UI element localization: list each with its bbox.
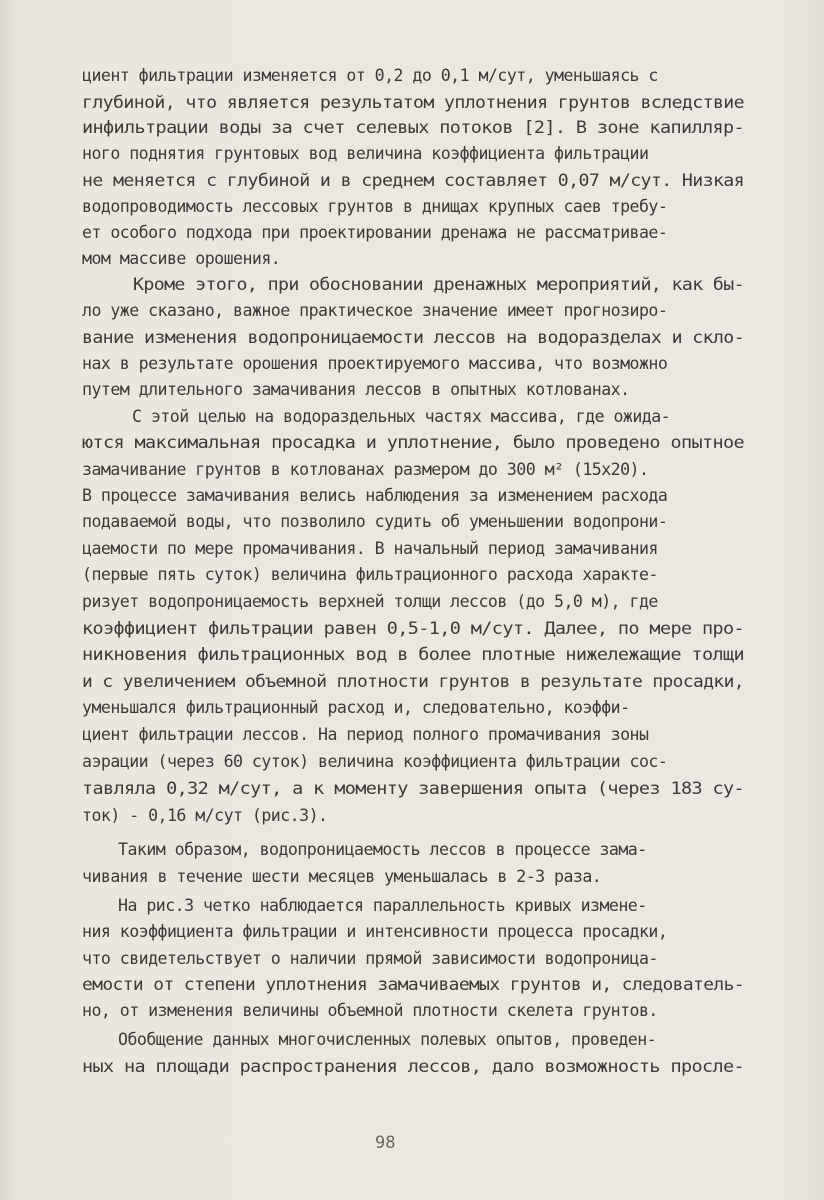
text-line: что свидетельствует о наличии прямой зависимости водопроница-: [82, 949, 658, 968]
text-line: ток) - 0,16 м/сут (рис.3).: [82, 806, 328, 825]
text-line: путем длительного замачивания лессов в опытных котлованах.: [82, 380, 630, 399]
text-line: нах в результате орошения проектируемого массива, что возможно: [82, 354, 668, 373]
text-line: цаемости по мере промачивания. В начальный период замачивания: [82, 539, 658, 558]
text-line: Таким образом, водопроницаемость лессов в процессе зама-: [118, 840, 647, 859]
text-line: ризует водопроницаемость верхней толщи лессов (до 5,0 м), где: [82, 592, 658, 611]
text-line: циент фильтрации лессов. На период полного промачивания зоны: [82, 725, 649, 744]
text-line: глубиной, что является результатом уплотнения грунтов вследствие: [82, 93, 745, 112]
text-line: ного поднятия грунтовых вод величина коэффициента фильтрации: [82, 144, 649, 163]
text-line: ются максимальная просадка и уплотнение, было проведено опытное: [82, 433, 745, 452]
text-line: подаваемой воды, что позволило судить об уменьшении водопрони-: [82, 512, 668, 531]
text-line: замачивание грунтов в котлованах размером до 300 м² (15х20).: [82, 460, 649, 479]
text-line: но, от изменения величины объемной плотности скелета грунтов.: [82, 1001, 658, 1020]
text-line: Обобщение данных многочисленных полевых опытов, проведен-: [118, 1030, 657, 1049]
text-line: На рис.3 четко наблюдается параллельность кривых измене-: [118, 896, 647, 915]
page-number: 98: [375, 1133, 396, 1153]
text-line: ных на площади распространения лессов, дало возможность просле-: [82, 1057, 745, 1076]
text-line: тавляла 0,32 м/сут, а к моменту завершения опыта (через 183 су-: [82, 779, 745, 798]
text-line: уменьшался фильтрационный расход и, следовательно, коэффи-: [82, 698, 630, 717]
text-line: емости от степени уплотнения замачиваемых грунтов и, следователь-: [82, 975, 744, 994]
text-line: и с увеличением объемной плотности грунтов в результате просадки,: [82, 672, 744, 691]
text-line: ния коэффициента фильтрации и интенсивности процесса просадки,: [82, 922, 668, 941]
text-line: водопроводимость лессовых грунтов в днищах крупных саев требу-: [82, 197, 668, 216]
text-line: циент фильтрации изменяется от 0,2 до 0,1 м/сут, уменьшаясь с: [82, 66, 658, 85]
text-line: ет особого подхода при проектировании дренажа не рассматривае-: [82, 223, 668, 242]
text-line: инфильтрации воды за счет селевых потоков [2]. В зоне капилляр-: [82, 118, 745, 137]
text-line: не меняется с глубиной и в среднем составляет 0,07 м/сут. Низкая: [82, 171, 745, 190]
text-line: мом массиве орошения.: [82, 249, 281, 268]
text-line: ло уже сказано, важное практическое значение имеет прогнозиро-: [82, 301, 668, 320]
text-line: В процессе замачивания велись наблюдения за изменением расхода: [82, 486, 668, 505]
text-line: аэрации (через 60 суток) величина коэффициента фильтрации сос-: [82, 752, 668, 771]
text-line: вание изменения водопроницаемости лессов на водоразделах и скло-: [82, 328, 745, 347]
text-line: коэффициент фильтрации равен 0,5-1,0 м/сут. Далее, по мере про-: [82, 619, 745, 638]
text-line: никновения фильтрационных вод в более плотные нижележащие толщи: [82, 645, 745, 664]
text-line: (первые пять суток) величина фильтрационного расхода характе-: [82, 565, 658, 584]
text-line: С этой целью на водораздельных частях массива, где ожида-: [132, 407, 671, 426]
text-line: Кроме этого, при обосновании дренажных мероприятий, как бы-: [133, 275, 745, 294]
text-line: чивания в течение шести месяцев уменьшалась в 2-3 раза.: [82, 867, 602, 886]
